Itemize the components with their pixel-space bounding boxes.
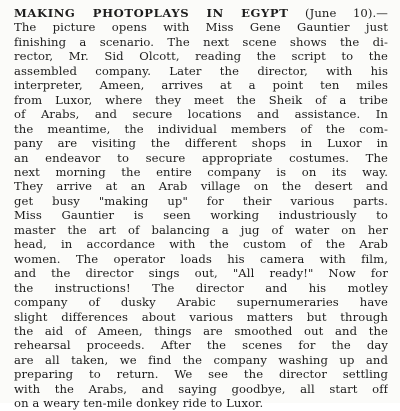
article-line: preparing to return. We see the director settling bbox=[14, 367, 388, 382]
article-line: company of dusky Arabic supernumeraries have bbox=[14, 295, 388, 310]
article-line: with the Arabs, and saying goodbye, all start off bbox=[14, 381, 388, 396]
article-line: rehearsal proceeds. After the scenes for the day bbox=[14, 338, 388, 353]
article-line: get busy "making up" for their various parts. bbox=[14, 193, 388, 208]
article-line: the meantime, the individual members of the com- bbox=[14, 121, 388, 136]
article-line: women. The operator loads his camera with film, bbox=[14, 251, 388, 266]
article-line: slight differences about various matters but through bbox=[14, 309, 388, 324]
article-line: finishing a scenario. The next scene shows the di- bbox=[14, 34, 388, 49]
article-line: from Luxor, where they meet the Sheik of a tribe bbox=[14, 92, 388, 107]
article-line: pany are visiting the different shops in Luxor in bbox=[14, 136, 388, 151]
article-line: next morning the entire company is on its way. bbox=[14, 164, 388, 179]
article-line: of Arabs, and secure locations and assistance. In bbox=[14, 107, 388, 122]
article-line: the instructions! The director and his motley bbox=[14, 280, 388, 295]
article-line: and the director sings out, "All ready!" Now for bbox=[14, 266, 388, 281]
article-line: an endeavor to secure appropriate costumes. The bbox=[14, 150, 388, 165]
article-line: rector, Mr. Sid Olcott, reading the script to the bbox=[14, 49, 388, 64]
article-line: are all taken, we find the company washing up and bbox=[14, 352, 388, 367]
article-line: assembled company. Later the director, with his bbox=[14, 63, 388, 78]
article-line: on a weary ten-mile donkey ride to Luxor. bbox=[14, 396, 264, 411]
article-line: They arrive at an Arab village on the desert and bbox=[14, 179, 388, 194]
article-date: (June 10).— bbox=[304, 6, 388, 20]
article-headline: MAKING PHOTOPLAYS IN EGYPT bbox=[14, 6, 289, 20]
article-line: Miss Gauntier is seen working industriously to bbox=[14, 208, 388, 223]
article-line: the aid of Ameen, things are smoothed out and the bbox=[14, 323, 388, 338]
article-line: head, in accordance with the custom of the Arab bbox=[14, 237, 388, 252]
headline-row bbox=[14, 6, 388, 20]
article-line: master the art of balancing a jug of water on her bbox=[14, 222, 388, 237]
article-line: The picture opens with Miss Gene Gauntier just bbox=[14, 20, 388, 35]
article-line: interpreter, Ameen, arrives at a point ten miles bbox=[14, 78, 388, 93]
article-body bbox=[14, 20, 388, 410]
